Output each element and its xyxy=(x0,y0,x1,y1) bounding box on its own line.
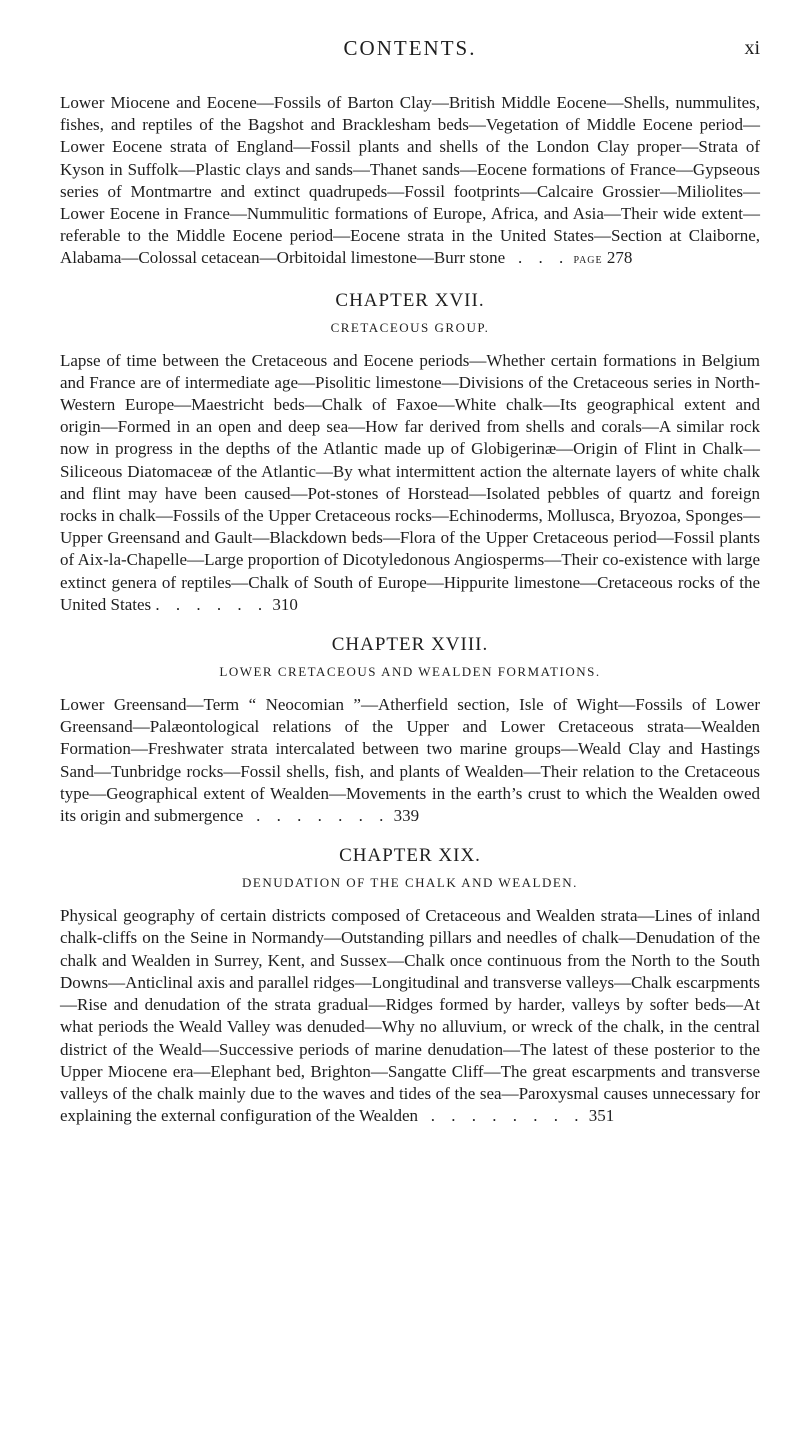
page-reference: 310 xyxy=(272,594,298,614)
chapter-subheading-xviii: LOWER CRETACEOUS AND WEALDEN FORMATIONS. xyxy=(219,664,601,680)
contents-body xyxy=(60,92,760,1139)
chapter-summary-xvii xyxy=(60,350,760,616)
continued-summary-text: Lower Miocene and Eocene—Fossils of Barton Clay—British Middle Eocene—Shells, nummulites, fishes, and reptiles of the Bagshot and Bracklesham beds—Vegetation of Middle Eocene period—Lower Eocene strata of England—Fossil plants and shells of the London Clay proper—Strata of Kyson in Suffolk—Plastic clays and sands—Thanet sands—Eocene formations of France—Gypseous series of Montmartre and extinct quadrupeds—Fossil footprints—Calcaire Grossier—Miliolites—Lower Eocene in France—Nummulitic formations of Europe, Africa, and Asia—Their wide extent—referable to the Middle Eocene period—Eocene strata in the United States—Section at Claiborne, Alabama—Colossal cetacean—Orbitoidal limestone—Burr stone xyxy=(60,93,760,268)
running-head xyxy=(60,36,760,66)
chapter-heading-xvii: CHAPTER XVII. xyxy=(335,289,485,311)
continued-chapter-summary xyxy=(60,92,760,272)
chapter-summary-text: Physical geography of certain districts composed of Cretaceous and Wealden strata—Lines of inland chalk-cliffs on the Seine in Normandy—Outstanding pillars and needles of chalk—Denudation of the chalk and Wealden in Surrey, Kent, and Sussex—Chalk once continuous from the North to the South Downs—Anticlinal axis and parallel ridges—Longitudinal and transverse valleys—Chalk escarpments—Rise and denudation of the strata gradual—Ridges formed by harder, valleys by softer beds—At what periods the Weald Valley was denuded—Why no alluvium, or wreck of the chalk, in the central district of the Weald—Successive periods of marine denudation—The latest of these posterior to the Upper Miocene era—Elephant bed, Brighton—Sangatte Cliff—The great escarpments and transverse valleys of the chalk mainly due to the waves and tides of the sea—Paroxysmal causes unnecessary for explaining the external configuration of the Wealden xyxy=(60,906,760,1126)
running-title: CONTENTS. xyxy=(343,36,477,60)
dot-leader: . . . xyxy=(517,248,570,268)
page-number: xi xyxy=(744,37,760,59)
dot-leader: . . . . . . xyxy=(155,594,269,614)
page-reference: 278 xyxy=(606,248,633,268)
dot-leader: . . . . . . . . xyxy=(430,1106,585,1126)
chapter-summary-xviii xyxy=(60,694,760,827)
chapter-summary-xix xyxy=(60,905,760,1127)
chapter-subheading-xvii: CRETACEOUS GROUP. xyxy=(330,319,490,335)
page-reference: 339 xyxy=(393,806,420,826)
page-label: page xyxy=(573,252,603,268)
chapter-heading-xix: CHAPTER XIX. xyxy=(339,845,481,867)
chapter-summary-text: Lower Greensand—Term “ Neocomian ”—Atherfield section, Isle of Wight—Fossils of Lower Greensand—Palæontological relations of the Upper and Lower Cretaceous strata—Wealden Formation—Freshwater strata intercalated between two marine groups—Weald Clay and Hastings Sand—Tunbridge rocks—Fossil shells, fish, and plants of Wealden—Their relation to the Cretaceous type—Geographical extent of Wealden—Movements in the earth’s crust to which the Wealden owed its origin and submergence xyxy=(60,695,760,826)
chapter-summary-text: Lapse of time between the Cretaceous and Eocene periods—Whether certain formations in Belgium and France are of intermediate age—Pisolitic limestone—Divisions of the Cretaceous series in North-Western Europe—Maestricht beds—Chalk of Faxoe—White chalk—Its geographical extent and origin—Formed in an open and deep sea—How far derived from shells and corals—A similar rock now in progress in the depths of the Atlantic made up of Globigerinæ—Origin of Flint in Chalk—Siliceous Diatomaceæ of the Atlantic—By what intermittent action the alternate layers of white chalk and flint may have been caused—Pot-stones of Horstead—Isolated pebbles of quartz and foreign rocks in chalk—Fossils of the Upper Cretaceous rocks—Echinoderms, Mollusca, Bryozoa, Sponges—Upper Greensand and Gault—Blackdown beds—Flora of the Upper Cretaceous period—Fossil plants of Aix-la-Chapelle—Large proportion of Dicotyledonous Angiosperms—Their co-existence with large extinct genera of reptiles—Chalk of South of Europe—Hippurite limestone—Cretaceous rocks of the United States xyxy=(60,350,760,614)
chapter-subheading-xix: DENUDATION OF THE CHALK AND WEALDEN. xyxy=(242,875,578,891)
page-reference: 351 xyxy=(588,1106,615,1126)
chapter-heading-xviii: CHAPTER XVIII. xyxy=(331,634,489,656)
dot-leader: . . . . . . . xyxy=(256,806,390,826)
